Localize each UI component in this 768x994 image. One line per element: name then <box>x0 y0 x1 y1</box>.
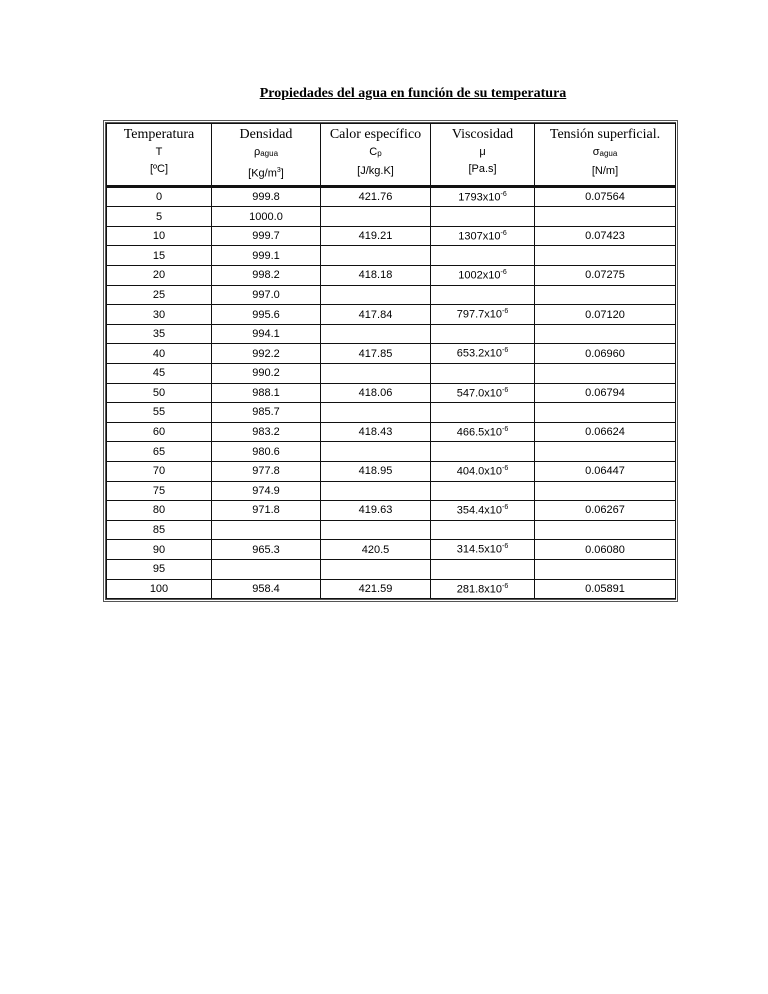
temperature-cell: 60 <box>107 422 212 442</box>
unit: [J/kg.K] <box>357 165 394 177</box>
specific-heat-cell: 419.63 <box>321 501 431 521</box>
density-cell: 999.1 <box>212 246 321 266</box>
column-header <box>212 124 321 187</box>
specific-heat-cell: 418.18 <box>321 266 431 286</box>
viscosity-exponent: -6 <box>502 464 509 472</box>
viscosity-exponent: -6 <box>502 582 509 590</box>
viscosity-exponent: -6 <box>502 504 509 512</box>
header-name: Temperatura <box>123 127 195 142</box>
density-cell <box>212 520 321 540</box>
table-row <box>107 207 676 227</box>
viscosity-cell <box>431 324 535 344</box>
viscosity-exponent: -6 <box>502 543 509 551</box>
density-cell: 992.2 <box>212 344 321 364</box>
viscosity-cell <box>431 520 535 540</box>
viscosity-cell <box>431 285 535 305</box>
density-cell: 998.2 <box>212 266 321 286</box>
unit: [N/m] <box>591 165 619 177</box>
viscosity-cell <box>431 226 535 246</box>
column-header <box>535 124 676 187</box>
viscosity-value: 404.0x10 <box>456 465 503 478</box>
table-row <box>107 344 676 364</box>
density-cell: 999.7 <box>212 226 321 246</box>
table-row <box>107 461 676 481</box>
viscosity-cell <box>431 559 535 579</box>
temperature-cell: 65 <box>107 442 212 462</box>
temperature-cell: 5 <box>107 207 212 227</box>
viscosity-cell <box>431 501 535 521</box>
density-cell: 988.1 <box>212 383 321 403</box>
header-name: Calor específico <box>329 127 422 142</box>
header-name: Densidad <box>239 127 293 142</box>
header-name: Viscosidad <box>451 127 514 142</box>
density-cell: 965.3 <box>212 540 321 560</box>
specific-heat-cell <box>321 559 431 579</box>
table-row <box>107 481 676 501</box>
symbol: σ <box>592 146 600 158</box>
viscosity-cell <box>431 540 535 560</box>
temperature-cell: 80 <box>107 501 212 521</box>
surface-tension-cell <box>535 285 676 305</box>
table-row <box>107 364 676 384</box>
table-row <box>107 520 676 540</box>
density-cell: 995.6 <box>212 305 321 325</box>
column-header <box>321 124 431 187</box>
specific-heat-cell: 418.43 <box>321 422 431 442</box>
surface-tension-cell <box>535 324 676 344</box>
specific-heat-cell: 420.5 <box>321 540 431 560</box>
specific-heat-cell: 417.85 <box>321 344 431 364</box>
temperature-cell: 55 <box>107 403 212 423</box>
surface-tension-cell <box>535 442 676 462</box>
temperature-cell: 20 <box>107 266 212 286</box>
surface-tension-cell: 0.07423 <box>535 226 676 246</box>
temperature-cell: 75 <box>107 481 212 501</box>
water-properties-table <box>103 120 678 602</box>
table-row <box>107 285 676 305</box>
surface-tension-cell <box>535 559 676 579</box>
density-cell: 990.2 <box>212 364 321 384</box>
symbol-subscript: agua <box>599 149 618 158</box>
temperature-cell: 25 <box>107 285 212 305</box>
temperature-cell: 0 <box>107 186 212 207</box>
surface-tension-cell <box>535 520 676 540</box>
specific-heat-cell <box>321 246 431 266</box>
density-cell: 994.1 <box>212 324 321 344</box>
specific-heat-cell: 418.06 <box>321 383 431 403</box>
page-title: Propiedades del agua en función de su temperatura <box>259 86 567 101</box>
surface-tension-cell <box>535 364 676 384</box>
surface-tension-cell: 0.07275 <box>535 266 676 286</box>
specific-heat-cell: 421.59 <box>321 579 431 599</box>
table-row <box>107 559 676 579</box>
viscosity-value: 281.8x10 <box>456 583 503 596</box>
viscosity-cell <box>431 461 535 481</box>
density-cell <box>212 559 321 579</box>
viscosity-cell <box>431 344 535 364</box>
viscosity-cell <box>431 186 535 207</box>
density-cell: 971.8 <box>212 501 321 521</box>
viscosity-cell <box>431 246 535 266</box>
viscosity-cell <box>431 266 535 286</box>
table-row <box>107 403 676 423</box>
specific-heat-cell <box>321 285 431 305</box>
table-row <box>107 383 676 403</box>
viscosity-exponent: -6 <box>502 308 509 316</box>
symbol: T <box>155 146 163 158</box>
density-cell: 997.0 <box>212 285 321 305</box>
unit-exponent: 3 <box>276 167 281 174</box>
unit-end: ] <box>280 167 284 180</box>
temperature-cell: 100 <box>107 579 212 599</box>
unit: [ºC] <box>149 163 169 175</box>
column-header <box>107 124 212 187</box>
surface-tension-cell <box>535 207 676 227</box>
viscosity-cell <box>431 422 535 442</box>
viscosity-exponent: -6 <box>500 269 507 276</box>
specific-heat-cell <box>321 403 431 423</box>
temperature-cell: 40 <box>107 344 212 364</box>
viscosity-cell <box>431 579 535 599</box>
table-row <box>107 540 676 560</box>
surface-tension-cell <box>535 246 676 266</box>
table-row <box>107 226 676 246</box>
header-row <box>107 124 676 187</box>
symbol-subscript: agua <box>260 149 279 158</box>
unit: [Kg/m <box>248 167 277 180</box>
viscosity-value: 1002x10 <box>458 269 501 282</box>
symbol-subscript: p <box>377 149 382 158</box>
table-row <box>107 442 676 462</box>
symbol: ρ <box>253 146 261 158</box>
specific-heat-cell <box>321 364 431 384</box>
viscosity-exponent: -6 <box>500 229 507 237</box>
temperature-cell: 50 <box>107 383 212 403</box>
temperature-cell: 15 <box>107 246 212 266</box>
table-row <box>107 579 676 599</box>
temperature-cell: 90 <box>107 540 212 560</box>
viscosity-cell <box>431 442 535 462</box>
density-cell: 958.4 <box>212 579 321 599</box>
temperature-cell: 70 <box>107 461 212 481</box>
density-cell: 1000.0 <box>212 207 321 227</box>
viscosity-exponent: -6 <box>502 425 509 433</box>
surface-tension-cell <box>535 403 676 423</box>
density-cell: 977.8 <box>212 461 321 481</box>
density-cell: 974.9 <box>212 481 321 501</box>
surface-tension-cell: 0.06960 <box>535 344 676 364</box>
column-header <box>431 124 535 187</box>
table-row <box>107 422 676 442</box>
temperature-cell: 85 <box>107 520 212 540</box>
viscosity-value: 466.5x10 <box>456 426 503 439</box>
symbol: C <box>369 146 378 158</box>
density-cell: 999.8 <box>212 186 321 207</box>
viscosity-cell <box>431 305 535 325</box>
viscosity-cell <box>431 383 535 403</box>
viscosity-value: 354.4x10 <box>456 504 503 517</box>
surface-tension-cell: 0.06080 <box>535 540 676 560</box>
specific-heat-cell: 417.84 <box>321 305 431 325</box>
temperature-cell: 10 <box>107 226 212 246</box>
surface-tension-cell: 0.05891 <box>535 579 676 599</box>
specific-heat-cell <box>321 324 431 344</box>
unit: [Pa.s] <box>468 163 497 175</box>
viscosity-value: 797.7x10 <box>456 308 503 321</box>
temperature-cell: 45 <box>107 364 212 384</box>
specific-heat-cell: 419.21 <box>321 226 431 246</box>
surface-tension-cell: 0.07564 <box>535 186 676 207</box>
table-row <box>107 501 676 521</box>
temperature-cell: 30 <box>107 305 212 325</box>
viscosity-value: 653.2x10 <box>456 348 503 361</box>
temperature-cell: 35 <box>107 324 212 344</box>
specific-heat-cell: 418.95 <box>321 461 431 481</box>
specific-heat-cell <box>321 442 431 462</box>
surface-tension-cell: 0.06447 <box>535 461 676 481</box>
surface-tension-cell: 0.06267 <box>535 501 676 521</box>
header-name: Tensión superficial. <box>549 127 661 142</box>
viscosity-value: 314.5x10 <box>456 543 503 556</box>
table-row <box>107 246 676 266</box>
surface-tension-cell <box>535 481 676 501</box>
specific-heat-cell <box>321 520 431 540</box>
surface-tension-cell: 0.06624 <box>535 422 676 442</box>
viscosity-value: 547.0x10 <box>456 387 503 400</box>
density-cell: 983.2 <box>212 422 321 442</box>
viscosity-value: 1307x10 <box>458 230 501 243</box>
temperature-cell: 95 <box>107 559 212 579</box>
viscosity-exponent: -6 <box>500 190 507 198</box>
viscosity-exponent: -6 <box>502 386 509 394</box>
viscosity-cell <box>431 481 535 501</box>
table-row <box>107 305 676 325</box>
viscosity-value: 1793x10 <box>458 191 501 204</box>
density-cell: 985.7 <box>212 403 321 423</box>
viscosity-exponent: -6 <box>502 347 509 355</box>
table-row <box>107 324 676 344</box>
viscosity-cell <box>431 364 535 384</box>
surface-tension-cell: 0.07120 <box>535 305 676 325</box>
specific-heat-cell <box>321 481 431 501</box>
viscosity-cell <box>431 403 535 423</box>
symbol: μ <box>479 146 486 158</box>
specific-heat-cell <box>321 207 431 227</box>
density-cell: 980.6 <box>212 442 321 462</box>
table-row <box>107 186 676 207</box>
specific-heat-cell: 421.76 <box>321 186 431 207</box>
viscosity-cell <box>431 207 535 227</box>
table-row <box>107 266 676 286</box>
surface-tension-cell: 0.06794 <box>535 383 676 403</box>
